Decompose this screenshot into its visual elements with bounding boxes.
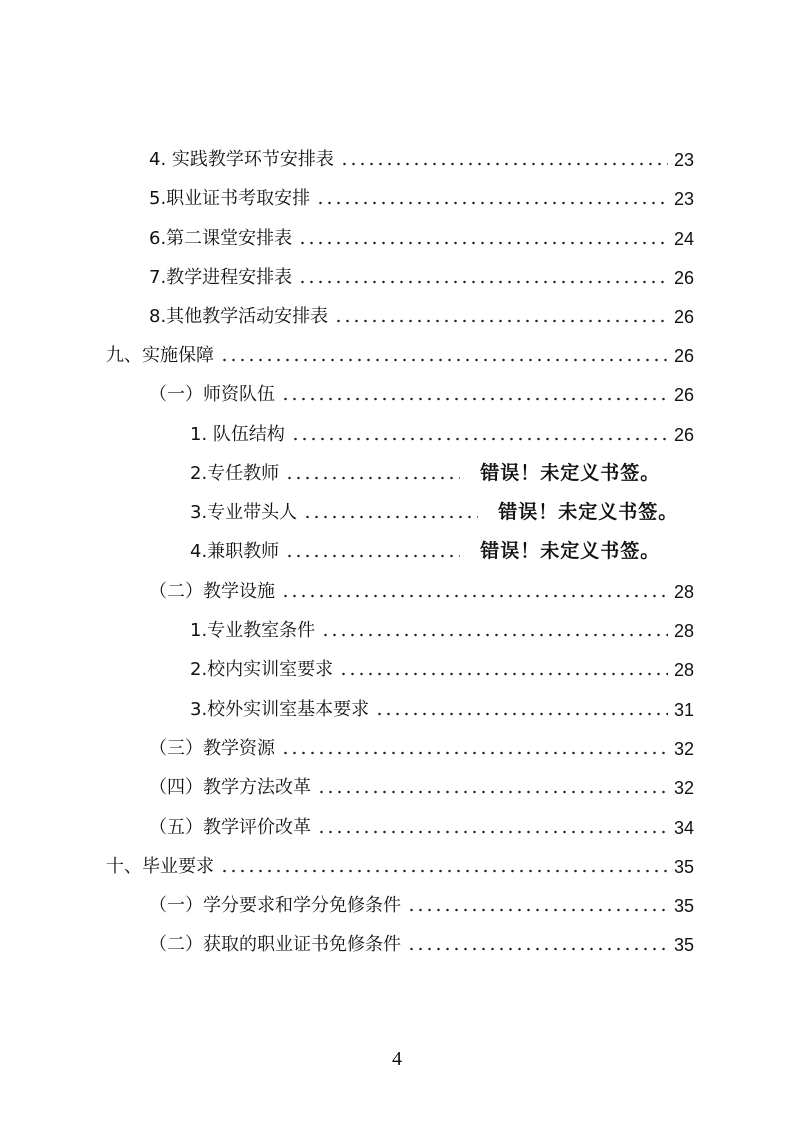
dot-leader (407, 946, 668, 952)
toc-entry[interactable] (190, 617, 694, 645)
dot-leader (303, 514, 478, 520)
dot-leader (317, 789, 668, 795)
dot-leader (291, 436, 668, 442)
toc-entry-error[interactable] (190, 499, 698, 527)
dot-leader (298, 279, 668, 285)
toc-entry[interactable] (106, 342, 694, 370)
dot-leader (316, 200, 668, 206)
toc-entry-title: 3.校外实训室基本要求 (190, 699, 370, 720)
toc-entry-page: 31 (673, 700, 694, 720)
toc-entry[interactable] (149, 303, 694, 331)
toc-entry[interactable] (149, 225, 694, 253)
toc-entry-page: 26 (673, 268, 694, 288)
toc-entry-title: （一）师资队伍 (149, 384, 275, 405)
toc-entry-page: 28 (673, 660, 694, 680)
toc-entry[interactable] (149, 774, 694, 802)
toc-entry[interactable] (149, 814, 694, 842)
toc-entry-title: 6.第二课堂安排表 (149, 228, 293, 249)
toc-entry[interactable] (149, 578, 694, 606)
dot-leader (334, 318, 668, 324)
dot-leader (285, 553, 460, 559)
toc-entry-page: 28 (673, 621, 694, 641)
toc-entry-title: 7.教学进程安排表 (149, 267, 293, 288)
toc-entry-title: 2.校内实训室要求 (190, 659, 334, 680)
toc-entry-title: 1. 队伍结构 (190, 424, 285, 445)
toc-entry-page: 35 (673, 857, 694, 877)
toc-entry-title: 十、毕业要求 (106, 856, 214, 877)
toc-entry[interactable] (190, 421, 694, 449)
toc-entry[interactable] (149, 931, 694, 959)
dot-leader (340, 161, 668, 167)
toc-entry-page: 32 (673, 778, 694, 798)
toc-entry-title: 8.其他教学活动安排表 (149, 306, 329, 327)
bookmark-error-text: 错误！未定义书签。 (480, 541, 661, 562)
toc-entry[interactable] (149, 146, 694, 174)
dot-leader (317, 829, 668, 835)
toc-entry-title: 5.职业证书考取安排 (149, 188, 311, 209)
toc-entry[interactable] (190, 696, 694, 724)
toc-entry-page: 24 (673, 229, 694, 249)
toc-entry-error[interactable] (190, 538, 698, 566)
toc-entry[interactable] (149, 185, 694, 213)
toc-entry-title: （一）学分要求和学分免修条件 (149, 895, 401, 916)
dot-leader (220, 357, 668, 363)
toc-entry-error[interactable] (190, 460, 698, 488)
toc-entry[interactable] (190, 656, 694, 684)
dot-leader (298, 240, 668, 246)
dot-leader (339, 671, 668, 677)
dot-leader (285, 475, 460, 481)
dot-leader (220, 868, 668, 874)
toc-entry-title: 3.专业带头人 (190, 502, 298, 523)
toc-entry-page: 28 (673, 582, 694, 602)
toc-entry[interactable] (149, 735, 694, 763)
toc-entry-title: （五）教学评价改革 (149, 817, 311, 838)
toc-entry-page: 32 (673, 739, 694, 759)
toc-entry-page: 26 (673, 307, 694, 327)
dot-leader (321, 632, 668, 638)
bookmark-error-text: 错误！未定义书签。 (480, 463, 661, 484)
bookmark-error-text: 错误！未定义书签。 (498, 502, 679, 523)
toc-entry-title: （二）获取的职业证书免修条件 (149, 934, 401, 955)
dot-leader (375, 711, 668, 717)
toc-entry[interactable] (149, 892, 694, 920)
toc-entry-title: 1.专业教室条件 (190, 620, 316, 641)
toc-entry-page: 23 (673, 150, 694, 170)
toc-entry[interactable] (149, 264, 694, 292)
dot-leader (281, 593, 668, 599)
toc-entry-page: 35 (673, 896, 694, 916)
toc-entry-page: 23 (673, 189, 694, 209)
dot-leader (407, 907, 668, 913)
toc-entry[interactable] (106, 853, 694, 881)
toc-entry-title: （三）教学资源 (149, 738, 275, 759)
toc-entry-page: 26 (673, 346, 694, 366)
toc-entry-title: 九、实施保障 (106, 345, 214, 366)
toc-entry-page: 26 (673, 385, 694, 405)
toc-entry-title: 2.专任教师 (190, 463, 280, 484)
toc-entry-title: 4. 实践教学环节安排表 (149, 149, 334, 170)
dot-leader (281, 396, 668, 402)
toc-entry-title: （四）教学方法改革 (149, 777, 311, 798)
toc-entry[interactable] (149, 381, 694, 409)
dot-leader (281, 750, 668, 756)
page-number: 4 (392, 1048, 402, 1070)
toc-entry-page: 35 (673, 935, 694, 955)
toc-entry-title: 4.兼职教师 (190, 541, 280, 562)
toc-entry-page: 26 (673, 425, 694, 445)
toc-entry-title: （二）教学设施 (149, 581, 275, 602)
toc-entry-page: 34 (673, 818, 694, 838)
